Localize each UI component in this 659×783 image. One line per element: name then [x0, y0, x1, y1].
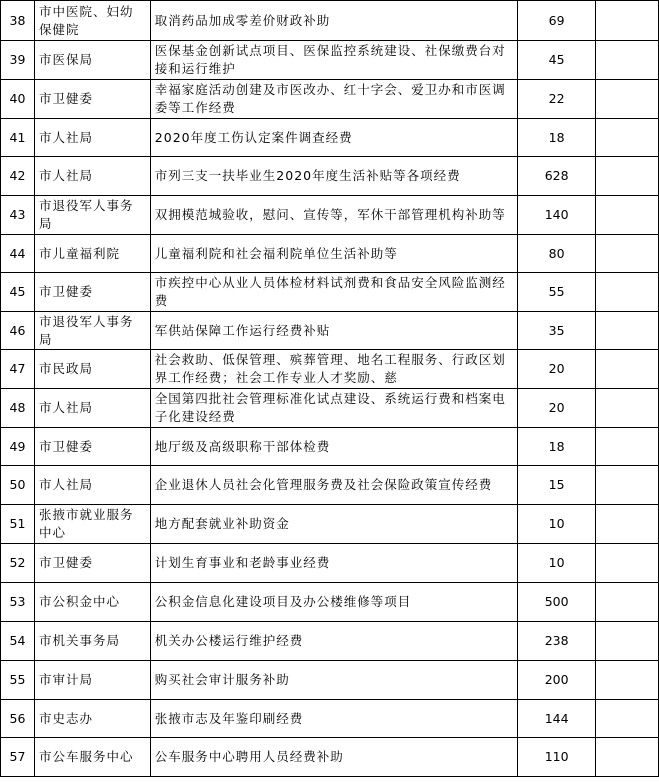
table-row — [1, 661, 659, 700]
table-row — [1, 505, 659, 544]
item-description-cell: 地方配套就业补助资金 — [150, 505, 517, 544]
department-cell: 市卫健委 — [34, 428, 150, 466]
row-number-cell: 55 — [1, 661, 35, 700]
item-description-cell: 公积金信息化建设项目及办公楼维修等项目 — [150, 583, 517, 622]
item-description-cell: 张掖市志及年鉴印刷经费 — [150, 700, 517, 738]
table-row — [1, 700, 659, 738]
table-row — [1, 273, 659, 312]
amount-cell: 15 — [518, 466, 596, 505]
department-cell: 市卫健委 — [34, 544, 150, 583]
table-row — [1, 544, 659, 583]
remark-cell — [596, 157, 659, 196]
remark-cell — [596, 661, 659, 700]
row-number-cell: 51 — [1, 505, 35, 544]
amount-cell: 500 — [518, 583, 596, 622]
remark-cell — [596, 389, 659, 428]
amount-cell: 20 — [518, 389, 596, 428]
item-description-cell: 机关办公楼运行维护经费 — [150, 622, 517, 661]
remark-cell — [596, 119, 659, 157]
item-description-cell: 计划生育事业和老龄事业经费 — [150, 544, 517, 583]
item-description-cell: 全国第四批社会管理标准化试点建设、系统运行费和档案电子化建设经费 — [150, 389, 517, 428]
amount-cell: 55 — [518, 273, 596, 312]
item-description-cell: 社会救助、低保管理、殡葬管理、地名工程服务、行政区划界工作经费；社会工作专业人才奖励、慈 — [150, 350, 517, 389]
remark-cell — [596, 235, 659, 273]
item-description-cell: 取消药品加成零差价财政补助 — [150, 1, 517, 41]
row-number-cell: 44 — [1, 235, 35, 273]
table-row — [1, 1, 659, 41]
table-row — [1, 196, 659, 235]
row-number-cell: 43 — [1, 196, 35, 235]
remark-cell — [596, 583, 659, 622]
department-cell: 市医保局 — [34, 41, 150, 80]
remark-cell — [596, 196, 659, 235]
department-cell: 市中医院、妇幼保健院 — [34, 1, 150, 41]
item-description-cell: 地厅级及高级职称干部体检费 — [150, 428, 517, 466]
department-cell: 市人社局 — [34, 466, 150, 505]
item-description-cell: 市列三支一扶毕业生2020年度生活补贴等各项经费 — [150, 157, 517, 196]
amount-cell: 45 — [518, 41, 596, 80]
table-row — [1, 350, 659, 389]
row-number-cell: 52 — [1, 544, 35, 583]
amount-cell: 35 — [518, 312, 596, 350]
department-cell: 张掖市就业服务中心 — [34, 505, 150, 544]
item-description-cell: 军供站保障工作运行经费补贴 — [150, 312, 517, 350]
row-number-cell: 56 — [1, 700, 35, 738]
row-number-cell: 50 — [1, 466, 35, 505]
row-number-cell: 45 — [1, 273, 35, 312]
amount-cell: 18 — [518, 119, 596, 157]
remark-cell — [596, 312, 659, 350]
department-cell: 市民政局 — [34, 350, 150, 389]
remark-cell — [596, 1, 659, 41]
amount-cell: 10 — [518, 505, 596, 544]
department-cell: 市卫健委 — [34, 273, 150, 312]
department-cell: 市卫健委 — [34, 80, 150, 119]
row-number-cell: 48 — [1, 389, 35, 428]
table-row — [1, 466, 659, 505]
remark-cell — [596, 505, 659, 544]
item-description-cell: 幸福家庭活动创建及市医改办、红十字会、爱卫办和市医调委等工作经费 — [150, 80, 517, 119]
row-number-cell: 41 — [1, 119, 35, 157]
item-description-cell: 购买社会审计服务补助 — [150, 661, 517, 700]
amount-cell: 10 — [518, 544, 596, 583]
table-row — [1, 738, 659, 777]
item-description-cell: 医保基金创新试点项目、医保监控系统建设、社保缴费台对接和运行维护 — [150, 41, 517, 80]
amount-cell: 140 — [518, 196, 596, 235]
row-number-cell: 54 — [1, 622, 35, 661]
department-cell: 市人社局 — [34, 389, 150, 428]
amount-cell: 628 — [518, 157, 596, 196]
table-row — [1, 119, 659, 157]
remark-cell — [596, 622, 659, 661]
department-cell: 市儿童福利院 — [34, 235, 150, 273]
table-row — [1, 622, 659, 661]
department-cell: 市退役军人事务局 — [34, 196, 150, 235]
table-row — [1, 157, 659, 196]
row-number-cell: 38 — [1, 1, 35, 41]
remark-cell — [596, 80, 659, 119]
row-number-cell: 57 — [1, 738, 35, 777]
item-description-cell: 公车服务中心聘用人员经费补助 — [150, 738, 517, 777]
remark-cell — [596, 428, 659, 466]
amount-cell: 20 — [518, 350, 596, 389]
row-number-cell: 47 — [1, 350, 35, 389]
row-number-cell: 49 — [1, 428, 35, 466]
department-cell: 市审计局 — [34, 661, 150, 700]
remark-cell — [596, 544, 659, 583]
item-description-cell: 双拥模范城验收，慰问、宣传等，军休干部管理机构补助等 — [150, 196, 517, 235]
remark-cell — [596, 700, 659, 738]
department-cell: 市人社局 — [34, 119, 150, 157]
row-number-cell: 40 — [1, 80, 35, 119]
table-row — [1, 583, 659, 622]
table-row — [1, 428, 659, 466]
department-cell: 市公车服务中心 — [34, 738, 150, 777]
item-description-cell: 市疾控中心从业人员体检材料试剂费和食品安全风险监测经费 — [150, 273, 517, 312]
department-cell: 市人社局 — [34, 157, 150, 196]
department-cell: 市机关事务局 — [34, 622, 150, 661]
table-row — [1, 389, 659, 428]
table-row — [1, 80, 659, 119]
department-cell: 市公积金中心 — [34, 583, 150, 622]
remark-cell — [596, 273, 659, 312]
amount-cell: 238 — [518, 622, 596, 661]
row-number-cell: 39 — [1, 41, 35, 80]
table-body — [1, 1, 659, 777]
row-number-cell: 53 — [1, 583, 35, 622]
row-number-cell: 42 — [1, 157, 35, 196]
item-description-cell: 2020年度工伤认定案件调查经费 — [150, 119, 517, 157]
remark-cell — [596, 466, 659, 505]
item-description-cell: 企业退休人员社会化管理服务费及社会保险政策宣传经费 — [150, 466, 517, 505]
remark-cell — [596, 41, 659, 80]
department-cell: 市史志办 — [34, 700, 150, 738]
amount-cell: 18 — [518, 428, 596, 466]
amount-cell: 22 — [518, 80, 596, 119]
table-row — [1, 41, 659, 80]
department-cell: 市退役军人事务局 — [34, 312, 150, 350]
table-row — [1, 312, 659, 350]
row-number-cell: 46 — [1, 312, 35, 350]
amount-cell: 200 — [518, 661, 596, 700]
amount-cell: 144 — [518, 700, 596, 738]
amount-cell: 80 — [518, 235, 596, 273]
remark-cell — [596, 350, 659, 389]
item-description-cell: 儿童福利院和社会福利院单位生活补助等 — [150, 235, 517, 273]
table-row — [1, 235, 659, 273]
amount-cell: 69 — [518, 1, 596, 41]
amount-cell: 110 — [518, 738, 596, 777]
remark-cell — [596, 738, 659, 777]
